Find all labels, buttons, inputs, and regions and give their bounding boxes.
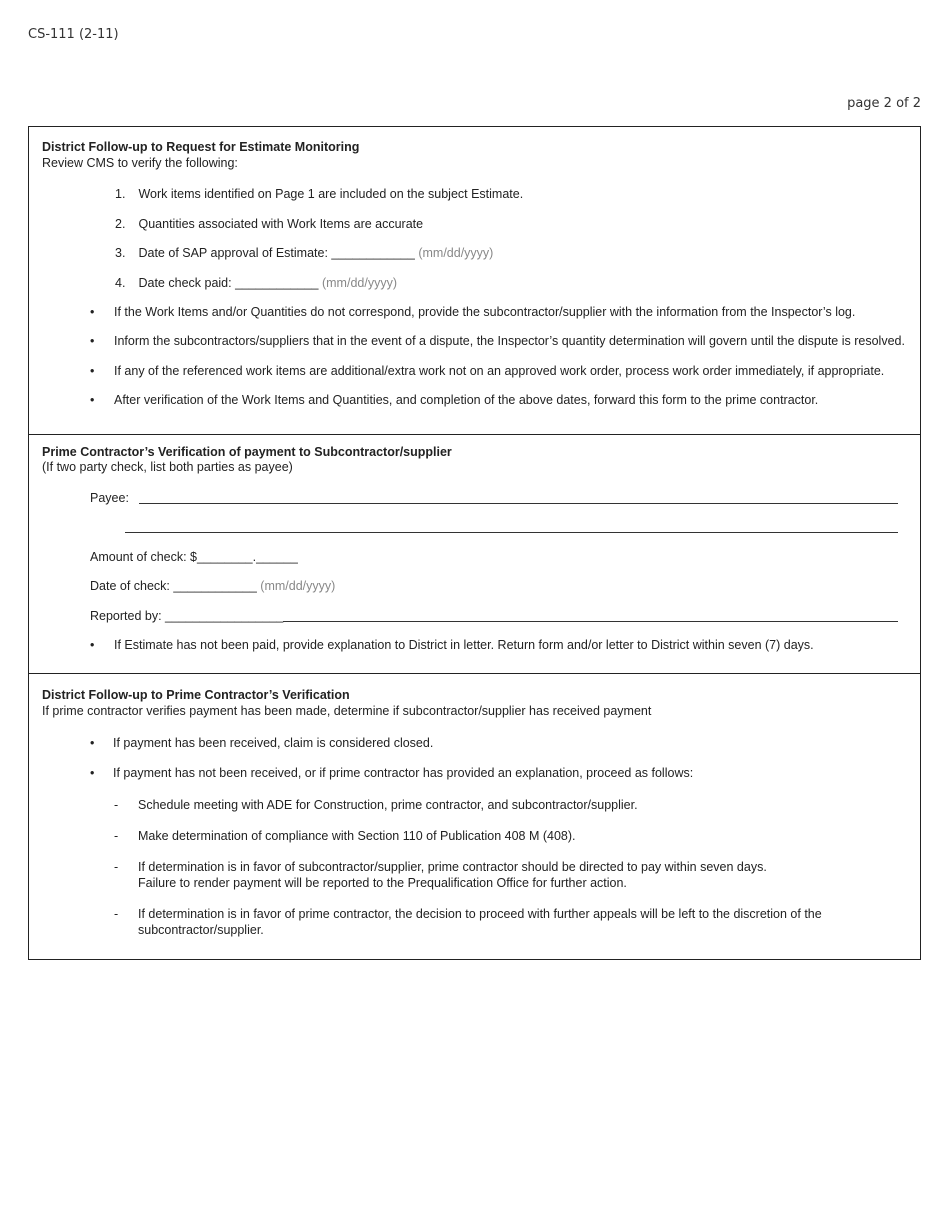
section-subtitle: Review CMS to verify the following: xyxy=(42,156,238,170)
date-format-hint: (mm/dd/yyyy) xyxy=(418,246,494,260)
payee-input-line-1[interactable] xyxy=(139,503,898,504)
dash-item-continued: Failure to render payment will be reported to the Prequalification Office for further action. xyxy=(138,876,627,890)
bullet-icon: • xyxy=(90,334,95,348)
check-paid-date-field[interactable]: Date check paid: ____________ xyxy=(138,276,319,290)
dash-item: Schedule meeting with ADE for Construction, prime contractor, and subcontractor/supplier. xyxy=(138,798,638,812)
payee-label: Payee: xyxy=(90,491,129,505)
dash-item: If determination is in favor of prime contractor, the decision to proceed with further appeals will be left to the discretion of the xyxy=(138,907,822,921)
date-format-hint: (mm/dd/yyyy) xyxy=(260,579,336,593)
page-number: page 2 of 2 xyxy=(847,96,921,111)
section-estimate-monitoring xyxy=(29,127,920,435)
section-subtitle: (If two party check, list both parties as payee) xyxy=(42,460,293,474)
payee-input-line-2[interactable] xyxy=(125,532,898,533)
section-title: District Follow-up to Prime Contractor’s Verification xyxy=(42,688,350,702)
dash-item: Make determination of compliance with Section 110 of Publication 408 M (408). xyxy=(138,829,576,843)
bullet-item: After verification of the Work Items and Quantities, and completion of the above dates, forward this form to the prime contractor. xyxy=(114,393,819,407)
bullet-item: If Estimate has not been paid, provide explanation to District in letter. Return form and/or letter to District within seven (7) days. xyxy=(114,638,814,652)
item-number: 3. xyxy=(115,246,126,260)
bullet-item: If payment has not been received, or if prime contractor has provided an explanation, proceed as follows: xyxy=(113,766,694,780)
dash-icon: - xyxy=(114,860,119,874)
reported-by-input-line[interactable] xyxy=(283,621,898,622)
bullet-icon: • xyxy=(90,736,95,750)
bullet-icon: • xyxy=(90,305,95,319)
item-number: 2. xyxy=(115,217,126,231)
section-district-follow-up xyxy=(29,674,920,959)
numbered-item xyxy=(115,187,523,201)
dash-item: If determination is in favor of subcontractor/supplier, prime contractor should be directed to pay within seven days. xyxy=(138,860,767,874)
bullet-icon: • xyxy=(90,393,95,407)
bullet-item: If payment has been received, claim is considered closed. xyxy=(113,736,434,750)
bullet-item: If any of the referenced work items are additional/extra work not on an approved work order, process work order immediately, if appropriate. xyxy=(114,364,885,378)
numbered-item xyxy=(115,276,397,290)
date-of-check-row xyxy=(90,579,335,593)
dash-icon: - xyxy=(114,907,119,921)
date-format-hint: (mm/dd/yyyy) xyxy=(321,276,397,290)
date-of-check-field[interactable]: Date of check: ____________ xyxy=(90,579,257,593)
section-subtitle: If prime contractor verifies payment has been made, determine if subcontractor/supplier has received payment xyxy=(42,704,652,718)
numbered-item xyxy=(115,246,493,260)
item-number: 1. xyxy=(115,187,126,201)
dash-icon: - xyxy=(114,829,119,843)
section-title: District Follow-up to Request for Estimate Monitoring xyxy=(42,140,360,154)
form-id: CS-111 (2-11) xyxy=(28,27,119,42)
bullet-item: If the Work Items and/or Quantities do not correspond, provide the subcontractor/supplier with the information from the Inspector’s log. xyxy=(114,305,856,319)
item-number: 4. xyxy=(115,276,126,290)
section-title: Prime Contractor’s Verification of payment to Subcontractor/supplier xyxy=(42,445,452,459)
section-prime-contractor-verification xyxy=(29,435,920,674)
numbered-item xyxy=(115,217,423,231)
dash-icon: - xyxy=(114,798,119,812)
bullet-icon: • xyxy=(90,766,95,780)
amount-of-check-field[interactable]: Amount of check: $________.______ xyxy=(90,550,298,564)
bullet-icon: • xyxy=(90,638,95,652)
sap-approval-date-field[interactable]: Date of SAP approval of Estimate: ____________ xyxy=(138,246,415,260)
reported-by-label: Reported by: _________________ xyxy=(90,609,284,623)
bullet-icon: • xyxy=(90,364,95,378)
bullet-item: Inform the subcontractors/suppliers that in the event of a dispute, the Inspector’s quantity determination will govern until the dispute is resolved. xyxy=(114,334,905,348)
item-text: Quantities associated with Work Items are accurate xyxy=(138,217,424,231)
item-text: Work items identified on Page 1 are included on the subject Estimate. xyxy=(138,187,524,201)
form-frame xyxy=(28,126,921,960)
dash-item-continued: subcontractor/supplier. xyxy=(138,923,264,937)
